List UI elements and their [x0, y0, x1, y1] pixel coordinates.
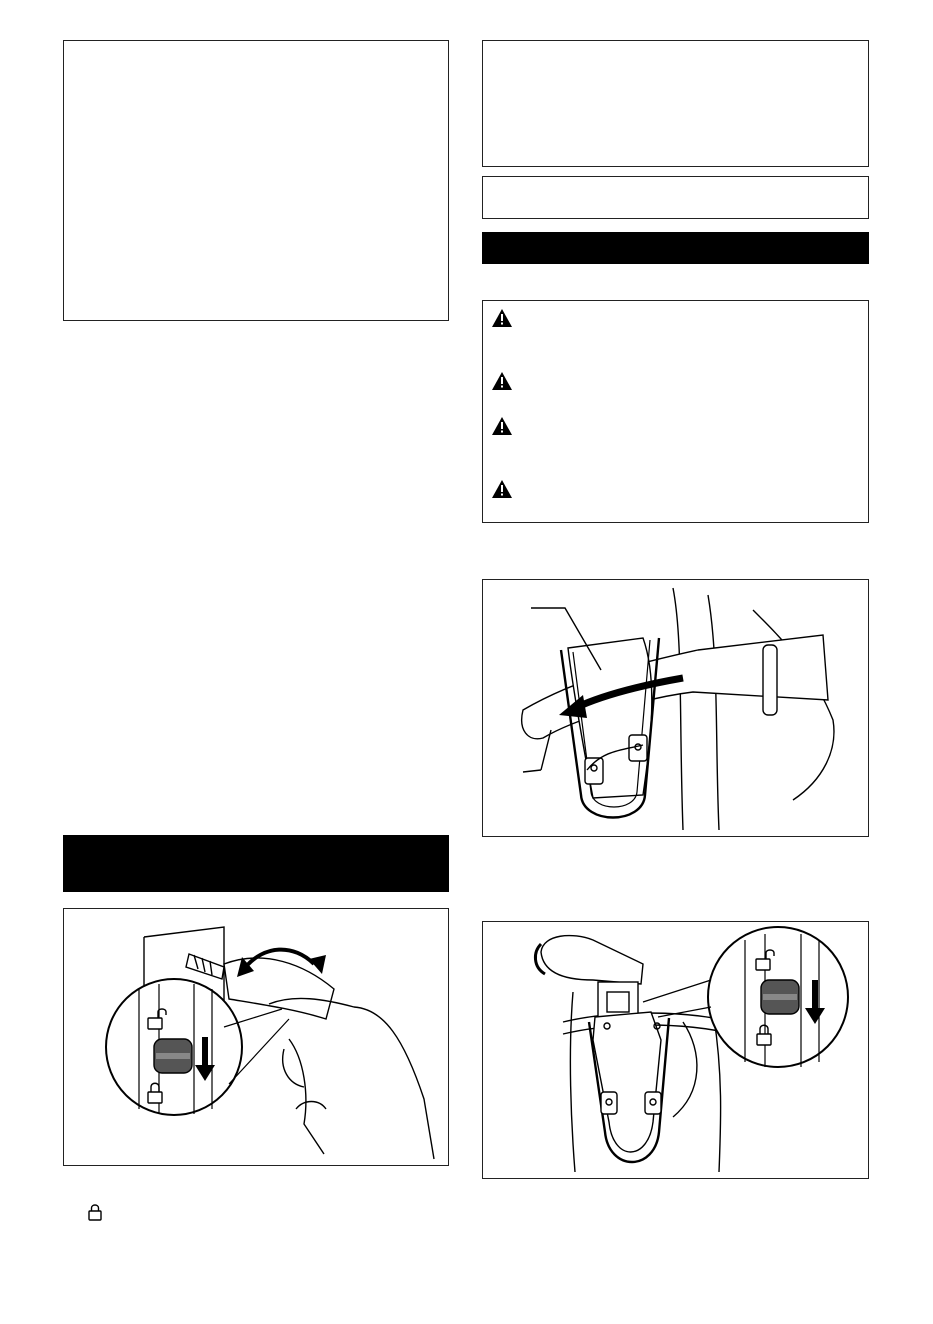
lock-switch-figure [64, 909, 447, 1164]
holster-drill-figure [483, 922, 867, 1177]
figure-lock-drill [63, 908, 449, 1166]
holster-belt-figure [483, 580, 867, 835]
warning-triangle-icon [491, 371, 513, 391]
warning-triangle-icon [491, 308, 513, 328]
figure-holster-belt [482, 579, 869, 837]
notice-box-left [63, 40, 449, 321]
warning-triangle-icon [491, 416, 513, 436]
notice-box-right-top [482, 40, 869, 167]
notice-box-right-small [482, 176, 869, 219]
padlock-icon [87, 1203, 103, 1221]
section-heading-bar-right [482, 232, 869, 264]
section-heading-bar-left [63, 835, 449, 892]
warnings-box [482, 300, 869, 523]
figure-holster-drill [482, 921, 869, 1179]
warning-triangle-icon [491, 479, 513, 499]
